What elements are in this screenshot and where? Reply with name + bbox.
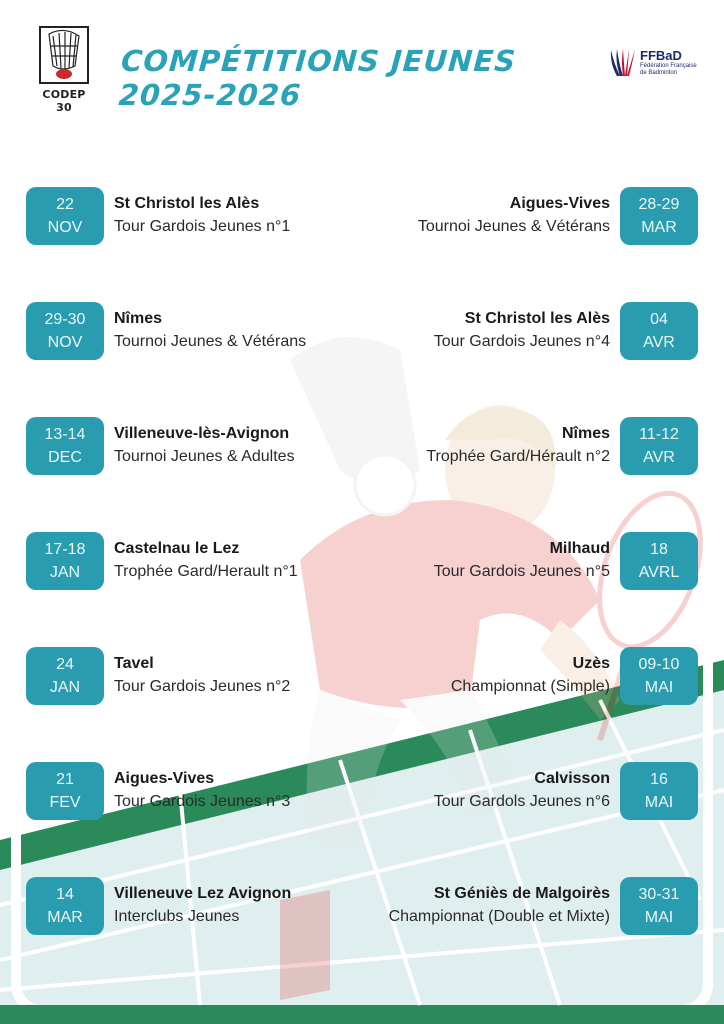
date-day: 16 [650,771,668,788]
event-name: Tour Gardois Jeunes n°4 [433,333,610,350]
date-badge [620,647,698,705]
date-badge [620,532,698,590]
event-left-2 [26,302,346,360]
event-city: Villeneuve Lez Avignon [114,885,292,902]
date-month: NOV [47,219,83,236]
date-month: MAI [644,679,674,696]
ffbad-name: FFBaD [640,48,682,63]
date-day: 29-30 [44,311,86,328]
event-city: Tavel [114,655,154,672]
date-badge [26,877,104,935]
event-city: St Géniès de Malgoirès [433,885,610,902]
date-badge [620,302,698,360]
page-title: COMPÉTITIONS JEUNES 2025-2026 [117,44,518,112]
date-day: 21 [56,771,74,788]
event-city: Milhaud [549,540,610,557]
event-left-1 [26,187,346,245]
event-name: Tour Gardois Jeunes n°5 [433,563,610,580]
event-right-6 [338,762,698,820]
date-month: FEV [49,794,81,811]
event-city: Castelnau le Lez [114,540,240,557]
event-left-7 [26,877,346,935]
date-day: 24 [56,656,74,673]
event-name: Interclubs Jeunes [114,908,240,925]
date-day: 14 [56,886,74,903]
date-badge [620,187,698,245]
date-day: 13-14 [44,426,86,443]
date-badge [620,417,698,475]
event-name: Tour Gardois Jeunes n°3 [114,793,291,810]
event-right-1 [338,187,698,245]
event-name: Tour Gardols Jeunes n°6 [433,793,610,810]
date-month: AVRL [638,564,680,581]
date-badge [26,417,104,475]
date-day: 18 [650,541,668,558]
date-day: 17-18 [44,541,86,558]
event-city: Aigues-Vives [509,195,610,212]
date-badge [620,762,698,820]
event-left-3 [26,417,346,475]
date-badge [26,302,104,360]
date-badge [620,877,698,935]
event-name: Tournoi Jeunes & Vétérans [114,333,307,350]
date-month: DEC [48,449,82,466]
date-day: 09-10 [638,656,680,673]
date-month: JAN [49,564,81,581]
event-left-5 [26,647,346,705]
ffbad-subtitle: Fédération Française de Badminton [640,63,697,76]
date-month: AVR [643,449,675,466]
event-city: Calvisson [534,770,610,787]
event-name: Tournoi Jeunes & Vétérans [417,218,610,235]
date-badge [26,762,104,820]
codep-logo-text: CODEP 30 [42,88,86,114]
event-city: Aigues-Vives [114,770,215,787]
date-day: 28-29 [638,196,680,213]
event-city: Villeneuve-lès-Avignon [114,425,290,442]
event-name: Championnat (Simple) [450,678,610,695]
event-right-3 [338,417,698,475]
date-month: JAN [49,679,81,696]
event-city: Nîmes [561,425,610,442]
date-day: 04 [650,311,668,328]
event-city: Nîmes [114,310,163,327]
event-name: Trophée Gard/Herault n°1 [114,563,298,580]
date-month: AVR [643,334,675,351]
event-left-6 [26,762,346,820]
event-name: Tournoi Jeunes & Adultes [114,448,295,465]
event-city: Uzès [572,655,610,672]
date-badge [26,647,104,705]
date-day: 22 [56,196,74,213]
event-right-5 [338,647,698,705]
date-day: 11-12 [639,426,679,443]
event-name: Tour Gardois Jeunes n°2 [114,678,291,695]
date-badge [26,187,104,245]
event-city: St Christol les Alès [114,195,260,212]
date-month: MAR [47,909,83,926]
date-day: 30-31 [638,886,680,903]
date-month: MAI [644,909,674,926]
date-month: MAI [644,794,674,811]
event-name: Trophée Gard/Hérault n°2 [426,448,610,465]
event-left-4 [26,532,346,590]
event-right-4 [338,532,698,590]
event-right-2 [338,302,698,360]
event-city: St Christol les Alès [464,310,610,327]
event-name: Tour Gardois Jeunes n°1 [114,218,291,235]
date-month: NOV [47,334,83,351]
event-right-7 [338,877,698,935]
event-name: Championnat (Double et Mixte) [388,908,610,925]
date-month: MAR [641,219,677,236]
date-badge [26,532,104,590]
